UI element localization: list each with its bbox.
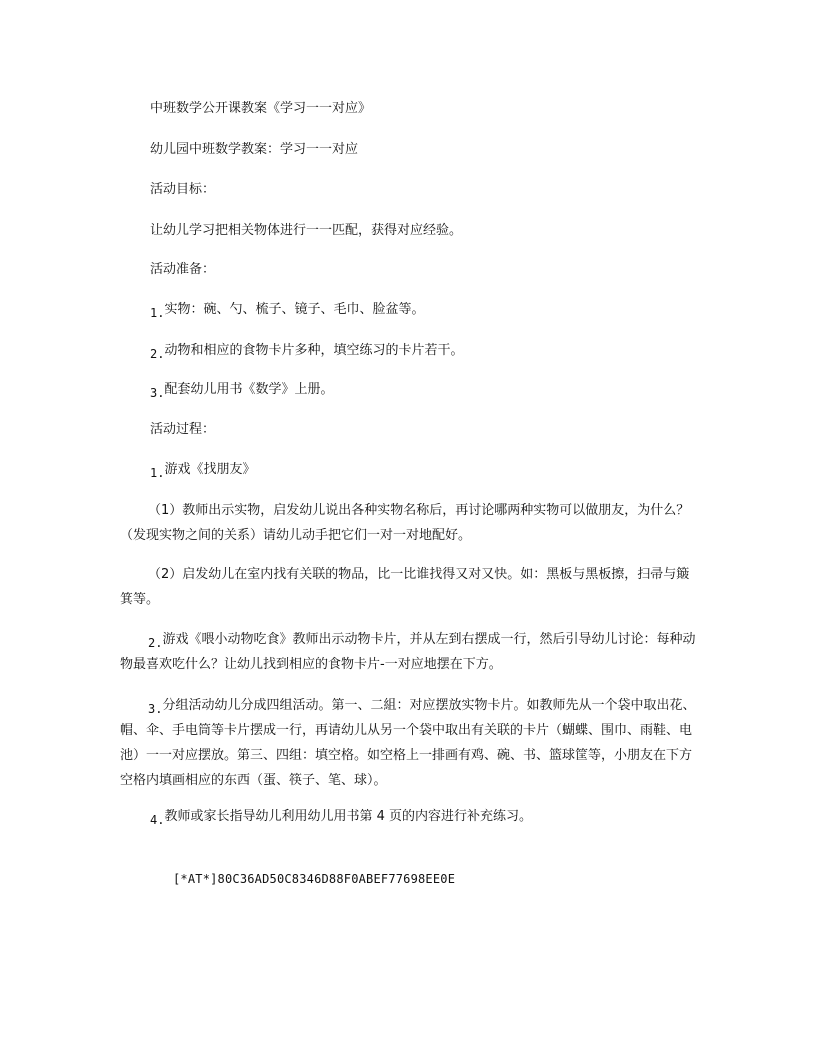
document-title: 中班数学公开课教案《学习一一对应》 — [150, 101, 372, 116]
process-step-1: （1）教师出示实物，启发幼儿说出各种实物名称后，再讨论哪两种实物可以做朋友，为什么？（发现实物之间的关系）请幼儿动手把它们一对一对地配好。 — [120, 503, 690, 543]
prep-item-1-number: 1. — [150, 306, 165, 320]
process-game-2-text: 游戏《喂小动物吃食》教师出示动物卡片，并从左到右摆成一行，然后引导幼儿讨论：每种动物最喜欢吃什么？让幼儿找到相应的食物卡片-一对应地摆在下方。 — [120, 632, 696, 672]
prep-item-3-number: 3. — [150, 386, 165, 400]
process-game-2-number: 2. — [148, 636, 163, 650]
process-game-3-text: 分组活动幼儿分成四组活动。第一、二組：对应摆放实物卡片。如教师先从一个袋中取出花、帽、伞、手电筒等卡片摆成一行，再请幼儿从另一个袋中取出有关联的卡片（蝴蝶、围巾、雨鞋、电池）一一对应摆放。第三、四组：填空格。如空格上一排画有鸡、碗、书、篮球筐等，小朋友在下方空格内填画相应的东西（蛋、筷子、笔、球）。 — [120, 698, 696, 788]
process-game-3 — [120, 693, 698, 793]
process-game-1-text: 游戏《找朋友》 — [164, 462, 256, 477]
prep-item-2-number: 2. — [150, 347, 165, 361]
prep-item-2 — [120, 338, 698, 363]
goal-heading: 活动目标： — [150, 182, 216, 197]
process-game-1-number: 1. — [150, 466, 165, 480]
prep-item-1-text: 实物：碗、勺、梳子、镜子、毛巾、脸盆等。 — [164, 302, 425, 317]
prep-item-3-text: 配套幼儿用书《数学》上册。 — [164, 382, 334, 397]
process-game-4 — [120, 804, 698, 829]
process-game-1 — [120, 457, 698, 482]
prep-item-3 — [120, 377, 698, 402]
prep-item-2-text: 动物和相应的食物卡片多种，填空练习的卡片若干。 — [164, 343, 464, 358]
prep-item-1 — [120, 297, 698, 322]
process-step-2: （2）启发幼儿在室内找有关联的物品，比一比谁找得又对又快。如：黑板与黑板擦，扫帚与簸箕等。 — [120, 567, 690, 607]
prep-heading: 活动准备： — [150, 262, 216, 277]
process-game-4-text: 教师或家长指导幼儿利用幼儿用书第 4 页的内容进行补充练习。 — [164, 809, 532, 824]
process-game-4-number: 4. — [150, 813, 165, 827]
process-game-3-number: 3. — [148, 702, 163, 716]
document-subtitle: 幼儿园中班数学教案：学习一一对应 — [150, 142, 359, 157]
process-game-2 — [120, 627, 698, 677]
process-heading: 活动过程： — [150, 422, 216, 437]
goal-text: 让幼儿学习把相关物体进行一一匹配，获得对应经验。 — [150, 223, 463, 238]
document-code: [*AT*]80C36AD50C8346D88F0ABEF77698EE0E — [173, 872, 456, 886]
